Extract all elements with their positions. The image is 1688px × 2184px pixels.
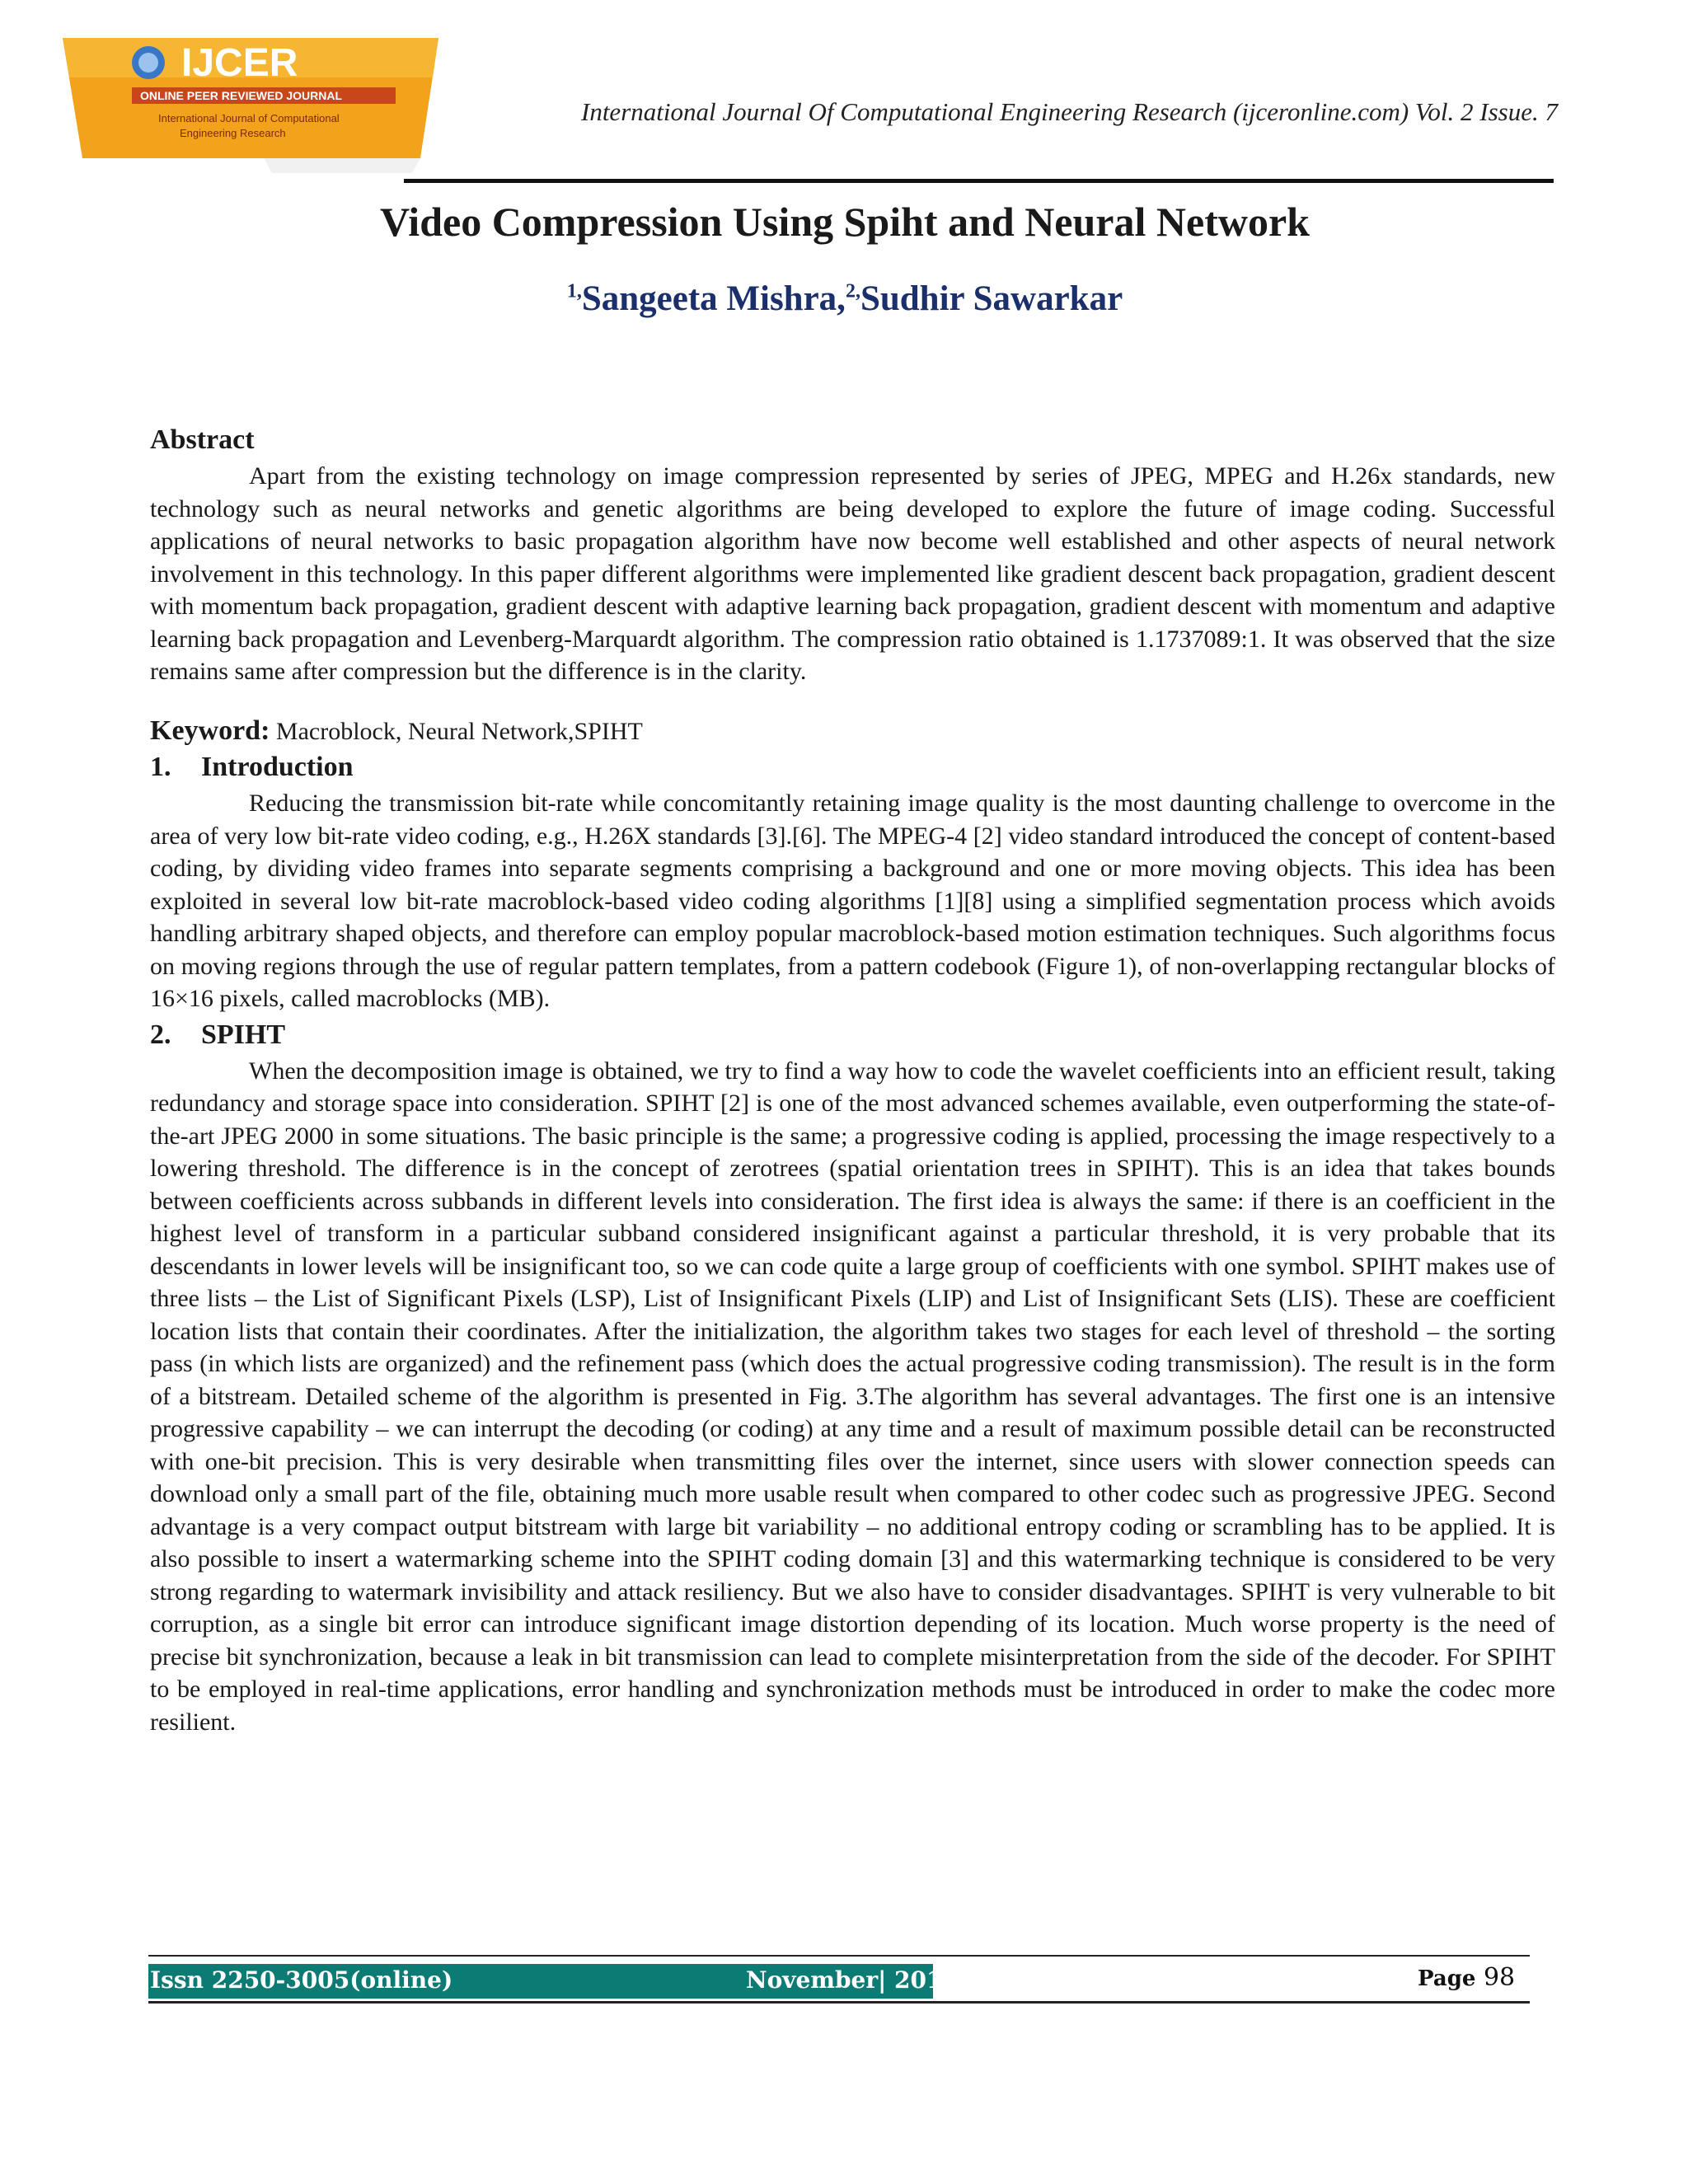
logo-subtitle-2: Engineering Research <box>180 127 286 139</box>
spiht-title: SPIHT <box>201 1019 286 1050</box>
abstract-text: Apart from the existing technology on image compression represented by series of JPEG, MPEG and H.26x standards, new technology such as neural networks and genetic algorithms are being developed to explore the future of image coding. Successful applications of neural networks to basic propagation algorithm have now become well established and other aspects of neural network involvement in this technology. In this paper different algorithms were implemented like gradient descent back propagation, gradient descent with momentum back propagation, gradient descent with adaptive learning back propagation, gradient descent with momentum and adaptive learning back propagation and Levenberg-Marquardt algorithm. The compression ratio obtained is 1.1737089:1. It was observed that the size remains same after compression but the difference is in the clarity. <box>150 462 1555 685</box>
author1-name: Sangeeta Mishra, <box>581 279 846 318</box>
keywords-label: Keyword: <box>150 715 270 746</box>
author-list <box>148 279 1541 319</box>
spiht-number: 2. <box>150 1019 171 1050</box>
page-label: Page <box>1418 1966 1476 1991</box>
introduction-text: Reducing the transmission bit-rate while concomitantly retaining image quality is the most daunting challenge to overcome in the area of very low bit-rate video coding, e.g., H.26X standards [3].[6]. The MPEG-4 [2] video standard introduced the concept of content-based coding, by dividing video frames into separate segments comprising a background and one or more moving objects. This idea has been exploited in several low bit-rate macroblock-based video coding algorithms [1][8] using a simplified segmentation process which avoids handling arbitrary shaped objects, and therefore can employ popular macroblock-based motion estimation techniques. Such algorithms focus on moving regions through the use of regular pattern templates, from a pattern codebook (Figure 1), of non-overlapping rectangular blocks of 16×16 pixels, called macroblocks (MB). <box>150 790 1555 1012</box>
logo-subtitle-1: International Journal of Computational <box>158 112 340 124</box>
footer-date: November| 2012 <box>746 1966 959 1994</box>
keywords <box>150 715 1555 748</box>
author1-affiliation: 1, <box>566 280 582 302</box>
paper-title: Video Compression Using Spiht and Neural Network <box>380 199 1310 245</box>
footer-bottom-rule <box>148 2001 1530 2004</box>
header-divider <box>404 179 1554 183</box>
footer-issn: Issn 2250-3005(online) <box>150 1966 453 1994</box>
introduction-title: Introduction <box>201 752 354 782</box>
introduction-number: 1. <box>150 752 171 782</box>
introduction-heading <box>150 748 1555 787</box>
paper-body <box>150 420 1555 1738</box>
page-number: 98 <box>1483 1963 1516 1992</box>
footer-top-rule <box>148 1955 1530 1957</box>
logo-text: IJCER <box>181 41 298 85</box>
abstract-heading: Abstract <box>150 424 255 455</box>
footer-page <box>1418 1963 1515 1992</box>
keywords-text: Macroblock, Neural Network,SPIHT <box>275 717 643 745</box>
author2-name: Sudhir Sawarkar <box>860 279 1123 318</box>
spiht-heading <box>150 1015 1555 1055</box>
spiht-text: When the decomposition image is obtained, we try to find a way how to code the wavelet coefficients into an efficient result, taking redundancy and storage space into consideration. SPIHT [2] is one of the most advanced schemes available, even outperforming the state-of-the-art JPEG 2000 in some situations. The basic principle is the same; a progressive coding is applied, processing the image respectively to a lowering threshold. The difference is in the concept of zerotrees (spatial orientation trees in SPIHT). This is an idea that takes bounds between coefficients across subbands in different levels into consideration. The first idea is always the same: if there is an coefficient in the highest level of transform in a particular subband considered insignificant against a particular threshold, it is very probable that its descendants in lower levels will be insignificant too, so we can code quite a large group of coefficients with one symbol. SPIHT makes use of three lists – the List of Significant Pixels (LSP), List of Insignificant Pixels (LIP) and List of Insignificant Sets (LIS). These are coefficient location lists that contain their coordinates. After the initialization, the algorithm takes two stages for each level of threshold – the sorting pass (in which lists are organized) and the refinement pass (which does the actual progressive coding transmission). The result is in the form of a bitstream. Detailed scheme of the algorithm is presented in Fig. 3.The algorithm has several advantages. The first one is an intensive progressive capability – we can interrupt the decoding (or coding) at any time and a result of maximum possible detail can be reconstructed with one-bit precision. This is very desirable when transmitting files over the internet, since users with slower connection speeds can download only a small part of the file, obtaining much more usable result when compared to other codec such as progressive JPEG. Second advantage is a very compact output bitstream with large bit variability – no additional entropy coding or scrambling has to be applied. It is also possible to insert a watermarking scheme into the SPIHT coding domain [3] and this watermarking technique is considered to be very strong regarding to watermark invisibility and attack resiliency. But we also have to consider disadvantages. SPIHT is very vulnerable to bit corruption, as a single bit error can introduce significant image distortion depending of its location. Much worse property is the need of precise bit synchronization, because a leak in bit transmission can lead to complete misinterpretation from the side of the decoder. For SPIHT to be employed in real-time applications, error handling and synchronization methods must be introduced in order to make the codec more resilient. <box>150 1057 1555 1736</box>
journal-header-line: International Journal Of Computational Engineering Research (ijceronline.com) Vol. 2 Issue. 7 <box>581 97 1558 126</box>
journal-logo <box>58 35 445 173</box>
logo-tagline: ONLINE PEER REVIEWED JOURNAL <box>140 89 343 102</box>
author2-affiliation: 2, <box>845 280 860 302</box>
